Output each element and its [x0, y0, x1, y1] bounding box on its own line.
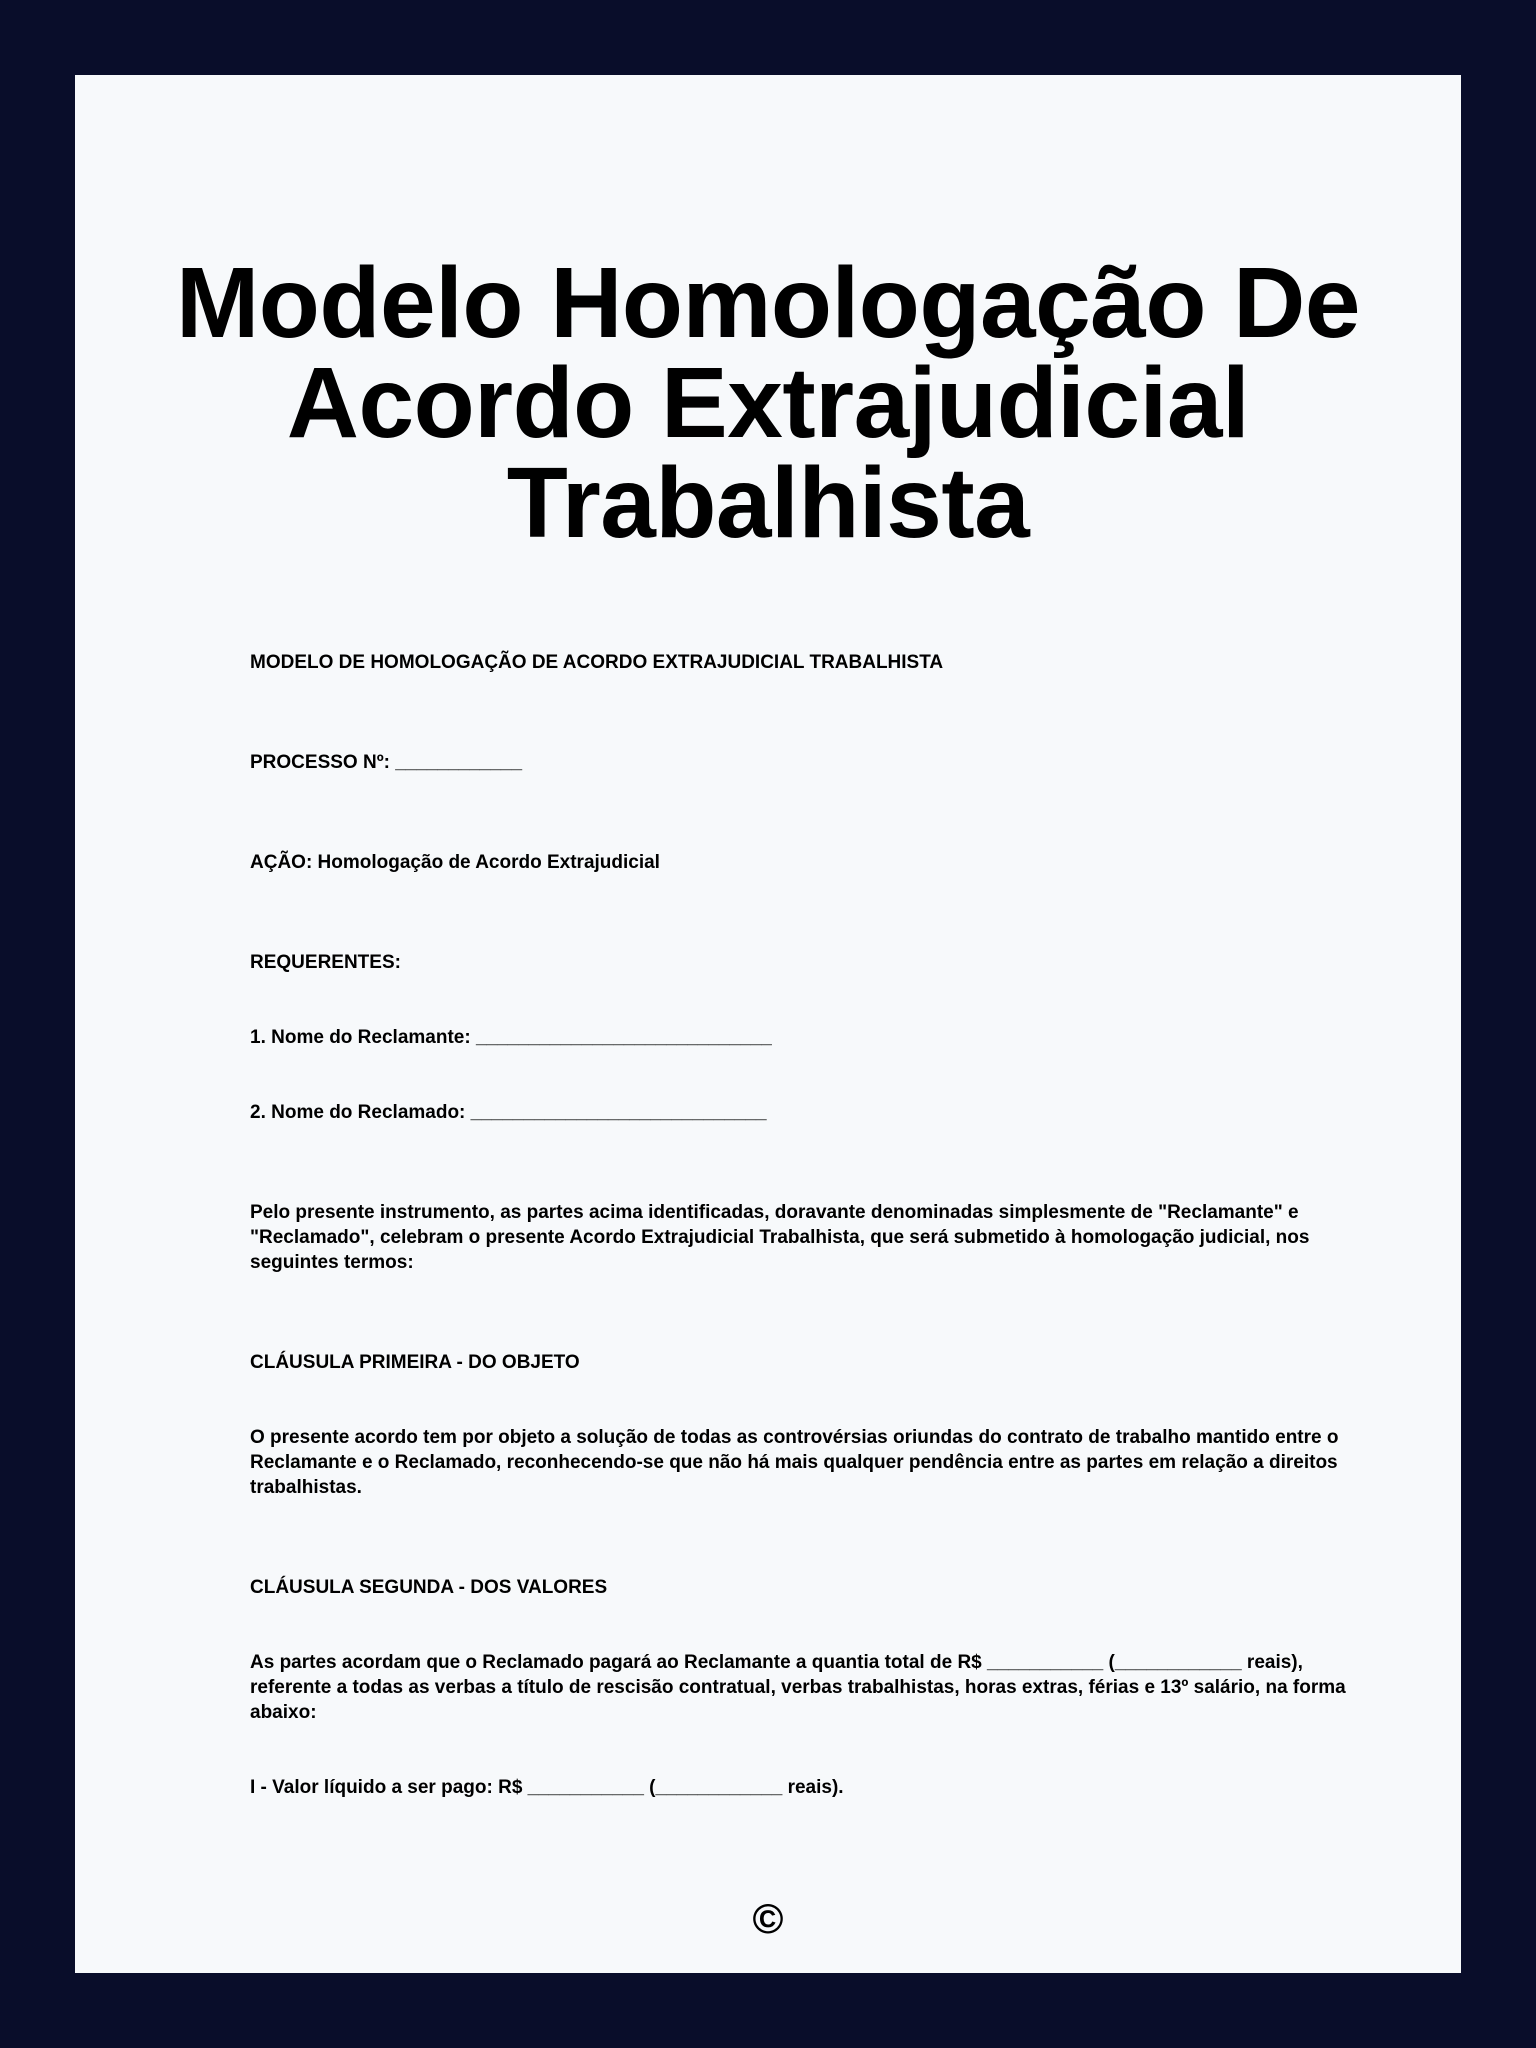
clausula-primeira-title: CLÁUSULA PRIMEIRA - DO OBJETO	[250, 1352, 580, 1373]
item-valor-liquido: I - Valor líquido a ser pago: R$ ___________ (____________ reais).	[250, 1777, 844, 1798]
acao-line: AÇÃO: Homologação de Acordo Extrajudicial	[250, 852, 660, 873]
clausula-segunda-title: CLÁUSULA SEGUNDA - DOS VALORES	[250, 1577, 608, 1598]
copyright-icon: ©	[752, 1895, 784, 1942]
processo-line: PROCESSO Nº: ____________	[250, 752, 523, 773]
clausula-primeira-text: O presente acordo tem por objeto a solução de todas as controvérsias oriundas do contrato de trabalho mantido entre o Reclamante e o Reclamado, reconhecendo-se que não há mais qualquer pendência entre as partes em relação a direitos trabalhistas.	[250, 1427, 1344, 1498]
requerentes-label: REQUERENTES:	[250, 952, 401, 973]
intro-paragraph: Pelo presente instrumento, as partes acima identificadas, doravante denominadas simplesmente de "Reclamante" e "Reclamado", celebram o presente Acordo Extrajudicial Trabalhista, que será submetido à homologação judicial, nos seguintes termos:	[250, 1202, 1315, 1273]
document-title: Modelo Homologação De Acordo Extrajudicial Trabalhista	[175, 247, 1361, 559]
clausula-segunda-text: As partes acordam que o Reclamado pagará ao Reclamante a quantia total de R$ ___________ (____________ reais), referente a todas as verbas a título de rescisão contratual, verbas trabalhistas, horas extras, férias e 13º salário, na forma abaixo:	[250, 1652, 1351, 1723]
document-heading: MODELO DE HOMOLOGAÇÃO DE ACORDO EXTRAJUDICIAL TRABALHISTA	[250, 652, 944, 673]
reclamante-line: 1. Nome do Reclamante: ____________________________	[250, 1027, 772, 1048]
document-page	[75, 75, 1461, 1973]
reclamado-line: 2. Nome do Reclamado: ____________________________	[250, 1102, 767, 1123]
